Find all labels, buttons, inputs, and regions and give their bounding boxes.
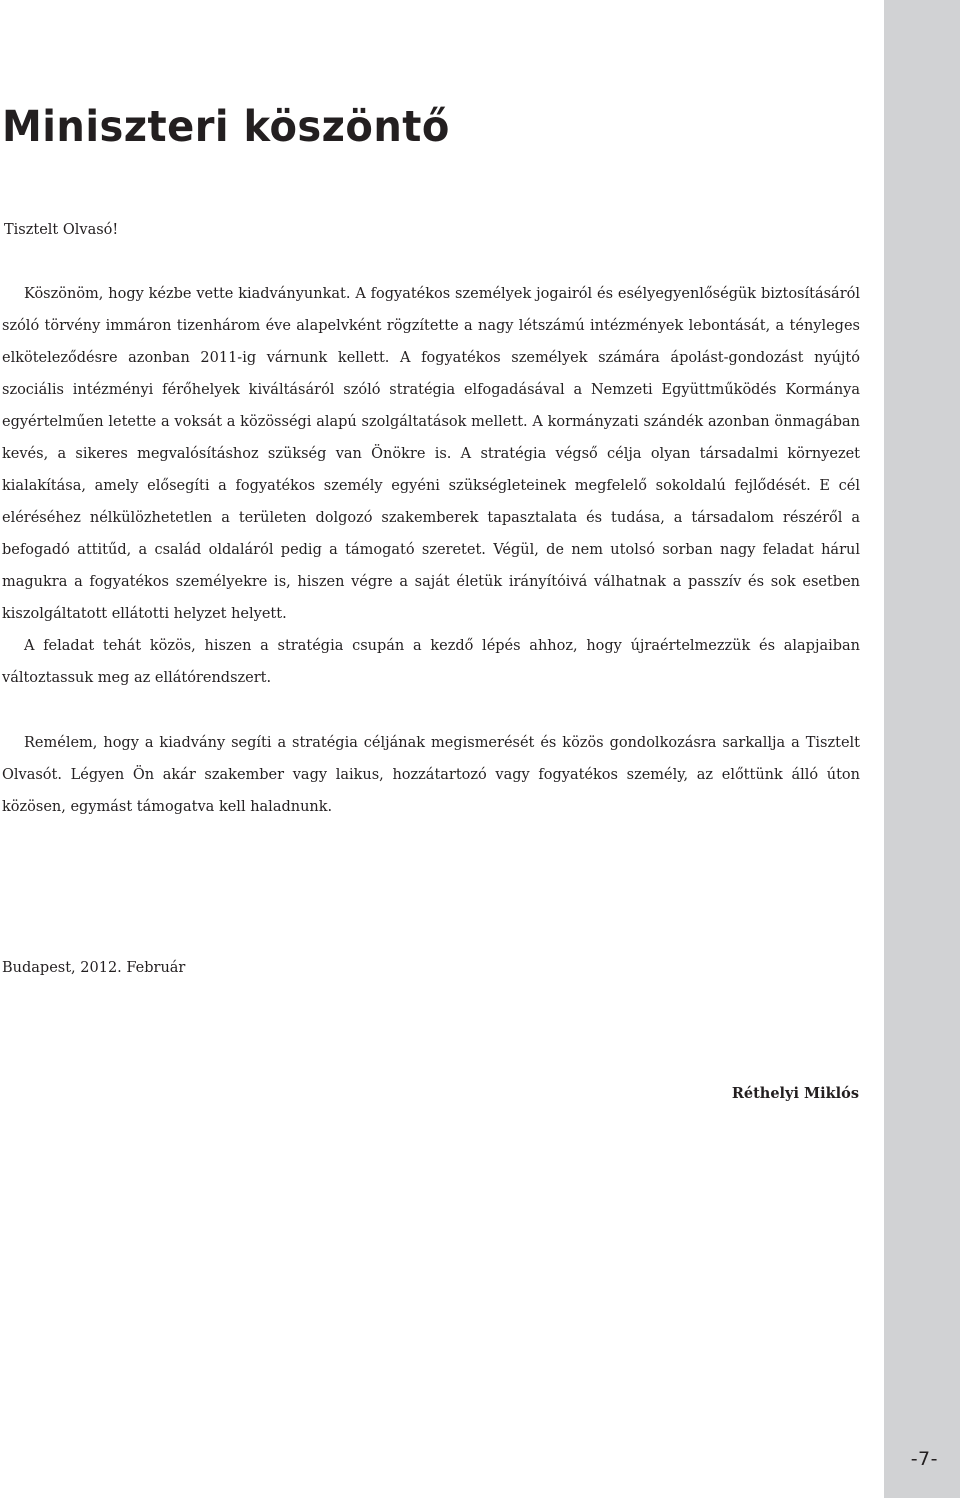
letter-body <box>2 278 860 823</box>
body-paragraph: Köszönöm, hogy kézbe vette kiadványunkat. A fogyatékos személyek jogairól és esélyegyenlőségük biztosításáról szóló törvény immáron tizenhárom éve alapelvként rögzítette a nagy létszámú intézmények lebontását, a tényleges elköteleződésre azonban 2011-ig várnunk kellett. A fogyatékos személyek számára ápolást-gondozást nyújtó szociális intézményi férőhelyek kiváltásáról szóló stratégia elfogadásával a Nemzeti Együttműködés Kormánya egyértelműen letette a voksát a közösségi alapú szolgáltatások mellett. A kormányzati szándék azonban önmagában kevés, a sikeres megvalósításhoz szükség van Önökre is. A stratégia végső célja olyan társadalmi környezet kialakítása, amely elősegíti a fogyatékos személy egyéni szükségleteinek megfelelő sokoldalú fejlődését. E cél eléréséhez nélkülözhetetlen a területen dolgozó szakemberek tapasztalata és tudása, a társadalom részéről a befogadó attitűd, a család oldaláról pedig a támogató szeretet. Végül, de nem utolsó sorban nagy feladat hárul magukra a fogyatékos személyekre is, hiszen végre a saját életük irányítóivá válhatnak a passzív és sok esetben kiszolgáltatott ellátotti helyzet helyett. <box>2 286 860 622</box>
page-side-band <box>884 0 960 1498</box>
body-paragraph: Remélem, hogy a kiadvány segíti a stratégia céljának megismerését és közös gondolkozásra sarkallja a Tisztelt Olvasót. Légyen Ön akár szakember vagy laikus, hozzátartozó vagy fogyatékos személy, az előttünk álló úton közösen, egymást támogatva kell haladnunk. <box>2 735 860 815</box>
body-paragraph: A feladat tehát közös, hiszen a stratégia csupán a kezdő lépés ahhoz, hogy újraértelmezzük és alapjaiban változtassuk meg az ellátórendszert. <box>2 638 860 686</box>
page-number: -7- <box>910 1448 938 1470</box>
place-date: Budapest, 2012. Február <box>2 960 186 976</box>
page-title: Miniszteri köszöntő <box>2 102 450 152</box>
signature: Réthelyi Miklós <box>731 1085 859 1102</box>
salutation: Tisztelt Olvasó! <box>4 222 119 238</box>
